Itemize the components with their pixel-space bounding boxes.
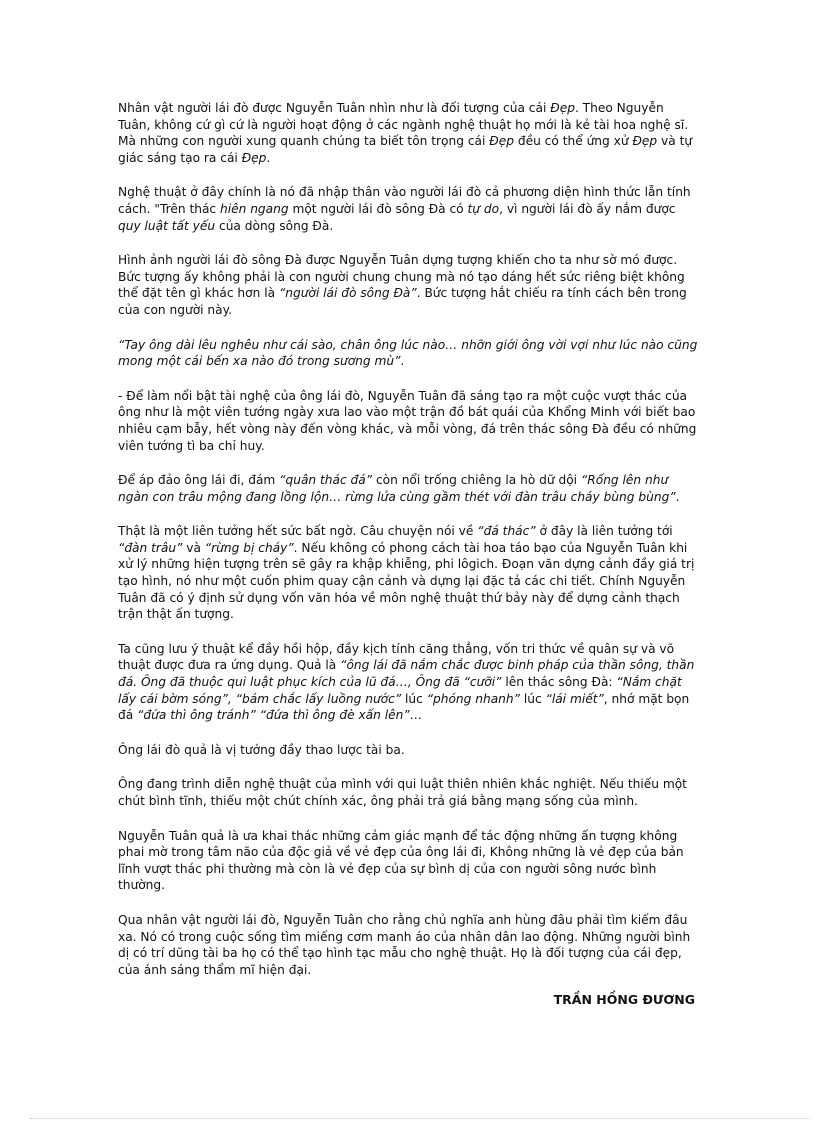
italic-text-run: Đẹp bbox=[489, 134, 514, 149]
text-run: của dòng sông Đà. bbox=[215, 218, 334, 233]
body-paragraph bbox=[118, 641, 698, 724]
text-run: và bbox=[182, 540, 205, 555]
text-run: Qua nhân vật người lái đò, Nguyễn Tuân cho rằng chủ nghĩa anh hùng đâu phải tìm kiếm đâu xa. Nó có trong cuộc sống tìm miếng cơm manh áo của nhân dân lao động. Những người bình dị có trí dũng tài ba họ có thể tạo hình tạc mẫu cho nghệ thuật. Họ là đối tượng của cái đẹp, của ánh sáng thẩm mĩ hiện đại. bbox=[118, 912, 691, 977]
text-run: - Để làm nổi bật tài nghệ của ông lái đò, Nguyễn Tuân đã sáng tạo ra một cuộc vượt thác của ông như là một viên tướng ngày xưa lao vào một trận đồ bát quái của Khổng Minh với biết bao nhiêu cạm bẫy, hết vòng này đến vòng khác, và mỗi vòng, đá trên thác sông Đà đều có những viên tướng tì ba chỉ huy. bbox=[118, 388, 697, 453]
text-run: . bbox=[266, 150, 271, 165]
text-run: lúc bbox=[519, 691, 546, 706]
page-bottom-divider bbox=[30, 1118, 810, 1119]
text-run: … bbox=[409, 708, 422, 723]
italic-text-run: “đứa thì ông tránh” “đứa thì ông đè xấn lên” bbox=[137, 708, 410, 723]
body-paragraph bbox=[118, 472, 698, 505]
text-run: . Theo Nguyễn Tuân, không cứ gì cứ là người hoạt động ở các ngành nghệ thuật họ mới là kẻ tài hoa nghệ sĩ. Mà những con người xung quanh chúng ta biết tôn trọng cái bbox=[118, 101, 689, 149]
italic-text-run: “người lái đò sông Đà” bbox=[278, 286, 417, 301]
text-run: một người lái đò sông Đà có bbox=[288, 201, 468, 216]
italic-text-run: Đẹp bbox=[241, 150, 267, 165]
italic-text-run: tự do bbox=[467, 201, 500, 216]
body-paragraph bbox=[118, 742, 698, 759]
text-run: Ông lái đò quả là vị tướng đầy thao lược tài ba. bbox=[118, 742, 405, 757]
text-run: . bbox=[400, 354, 405, 369]
body-paragraph bbox=[118, 912, 698, 978]
text-run: Ông đang trình diễn nghệ thuật của mình với qui luật thiên nhiên khắc nghiệt. Nếu thiếu một chút bình tĩnh, thiếu một chút chính xác, ông phải trả giá bằng mạng sống của mình. bbox=[118, 777, 687, 808]
text-run: đều có thể ứng xử bbox=[513, 134, 633, 149]
text-run: ở đây là liên tưởng tới bbox=[535, 524, 673, 539]
author-signature: TRẦN HỒNG ĐƯƠNG bbox=[553, 992, 695, 1007]
text-run: lúc bbox=[401, 691, 427, 706]
italic-text-run: “Rống lên như ngàn con trâu mộng đang lồng lộn… rừng lửa cùng gầm thét với đàn trâu cháy bùng bùng” bbox=[118, 473, 676, 504]
body-paragraph bbox=[118, 388, 698, 454]
body-paragraph bbox=[118, 100, 698, 166]
body-paragraph bbox=[118, 184, 698, 234]
italic-text-run: “lái miết” bbox=[545, 691, 604, 706]
body-paragraph bbox=[118, 523, 698, 623]
body-paragraph bbox=[118, 828, 698, 894]
text-run: . Nếu không có phong cách tài hoa táo bạo của Nguyễn Tuân khi xử lý những hiện tượng trên sẽ gây ra khập khiễng, phi lôgich. Đoạn văn dựng cảnh đầy giá trị tạo hình, nó như một cuốn phim quay cận cảnh và dựng lại đặc tả các chi tiết. Chính Nguyễn Tuân đã có ý định sử dụng vốn văn hóa về môn nghệ thuật thứ bảy này để dựng cảnh thạch trận thật ấn tượng. bbox=[118, 540, 695, 622]
document-body bbox=[118, 100, 698, 996]
body-paragraph bbox=[118, 252, 698, 318]
italic-text-run: “phóng nhanh” bbox=[426, 691, 520, 706]
text-run: . Bức tượng hắt chiếu ra tính cách bên trong của con người này. bbox=[118, 286, 687, 317]
body-paragraph bbox=[118, 337, 698, 370]
italic-text-run: “ông lái đã nắm chắc được binh pháp của thần sông, thần đá. Ông đã thuộc qui luật phục kích của lũ đá…, Ông đã “cưỡi” bbox=[118, 658, 695, 690]
text-run: Nhân vật người lái đò được Nguyễn Tuân nhìn như là đối tượng của cái bbox=[118, 101, 551, 115]
italic-text-run: quy luật tất yếu bbox=[118, 218, 216, 233]
text-run: . bbox=[675, 489, 680, 504]
body-paragraph bbox=[118, 776, 698, 809]
text-run: Để áp đảo ông lái đi, đám bbox=[118, 473, 280, 488]
italic-text-run: “quân thác đá” bbox=[279, 473, 373, 488]
text-run: , vì người lái đò ấy nắm được bbox=[499, 201, 676, 216]
text-run: Ta cũng lưu ý thuật kể đầy hồi hộp, đầy kịch tính căng thẳng, vốn tri thức về quân sự và võ thuật được đưa ra ứng dụng. Quả là bbox=[118, 641, 675, 673]
italic-text-run: Đẹp bbox=[550, 101, 575, 115]
italic-text-run: Đẹp bbox=[632, 134, 658, 149]
text-run: còn nổi trống chiêng la hò dữ dội bbox=[372, 473, 581, 488]
text-run: Nguyễn Tuân quả là ưa khai thác những cảm giác mạnh để tác động những ấn tượng không phai mờ trong tâm não của độc giả về vẻ đẹp của ông lái đi, Không những là vẻ đẹp của bản lĩnh vượt thác phi thường mà còn là vẻ đẹp của sự bình dị của con người sông nước bình thường. bbox=[118, 828, 684, 893]
text-run: , nhớ mặt bọn đá bbox=[118, 691, 690, 723]
text-run: và tự giác sáng tạo ra cái bbox=[118, 134, 693, 165]
text-run: lên thác sông Đà: bbox=[501, 675, 617, 690]
italic-text-run: “rừng bị cháy” bbox=[204, 540, 294, 555]
italic-text-run: hiên ngang bbox=[220, 201, 289, 216]
text-run: Thật là một liên tưởng hết sức bất ngờ. Câu chuyện nói về bbox=[118, 524, 478, 539]
italic-text-run: “Nắm chặt lấy cái bờm sóng”, “bám chắc lấy luồng nước” bbox=[118, 675, 682, 706]
italic-text-run: “đàn trâu” bbox=[118, 540, 183, 555]
text-run: Nghệ thuật ở đây chính là nó đã nhập thân vào người lái đò cả phương diện hình thức lẫn tính cách. "Trên thác bbox=[118, 185, 691, 216]
italic-text-run: “Tay ông dài lêu nghêu như cái sào, chân ông lúc nào… nhỡn giới ông vời vợi như lúc nào cũng mong một cái bến xa nào đó trong sương mù” bbox=[118, 337, 698, 369]
italic-text-run: “đá thác” bbox=[477, 524, 536, 539]
text-run: Hình ảnh người lái đò sông Đà được Nguyễn Tuân dựng tượng khiến cho ta như sờ mó được. Bức tượng ấy không phải là con người chung chung mà nó tạo dáng hết sức riêng biệt không thể đặt tên gì khác hơn là bbox=[118, 253, 685, 301]
